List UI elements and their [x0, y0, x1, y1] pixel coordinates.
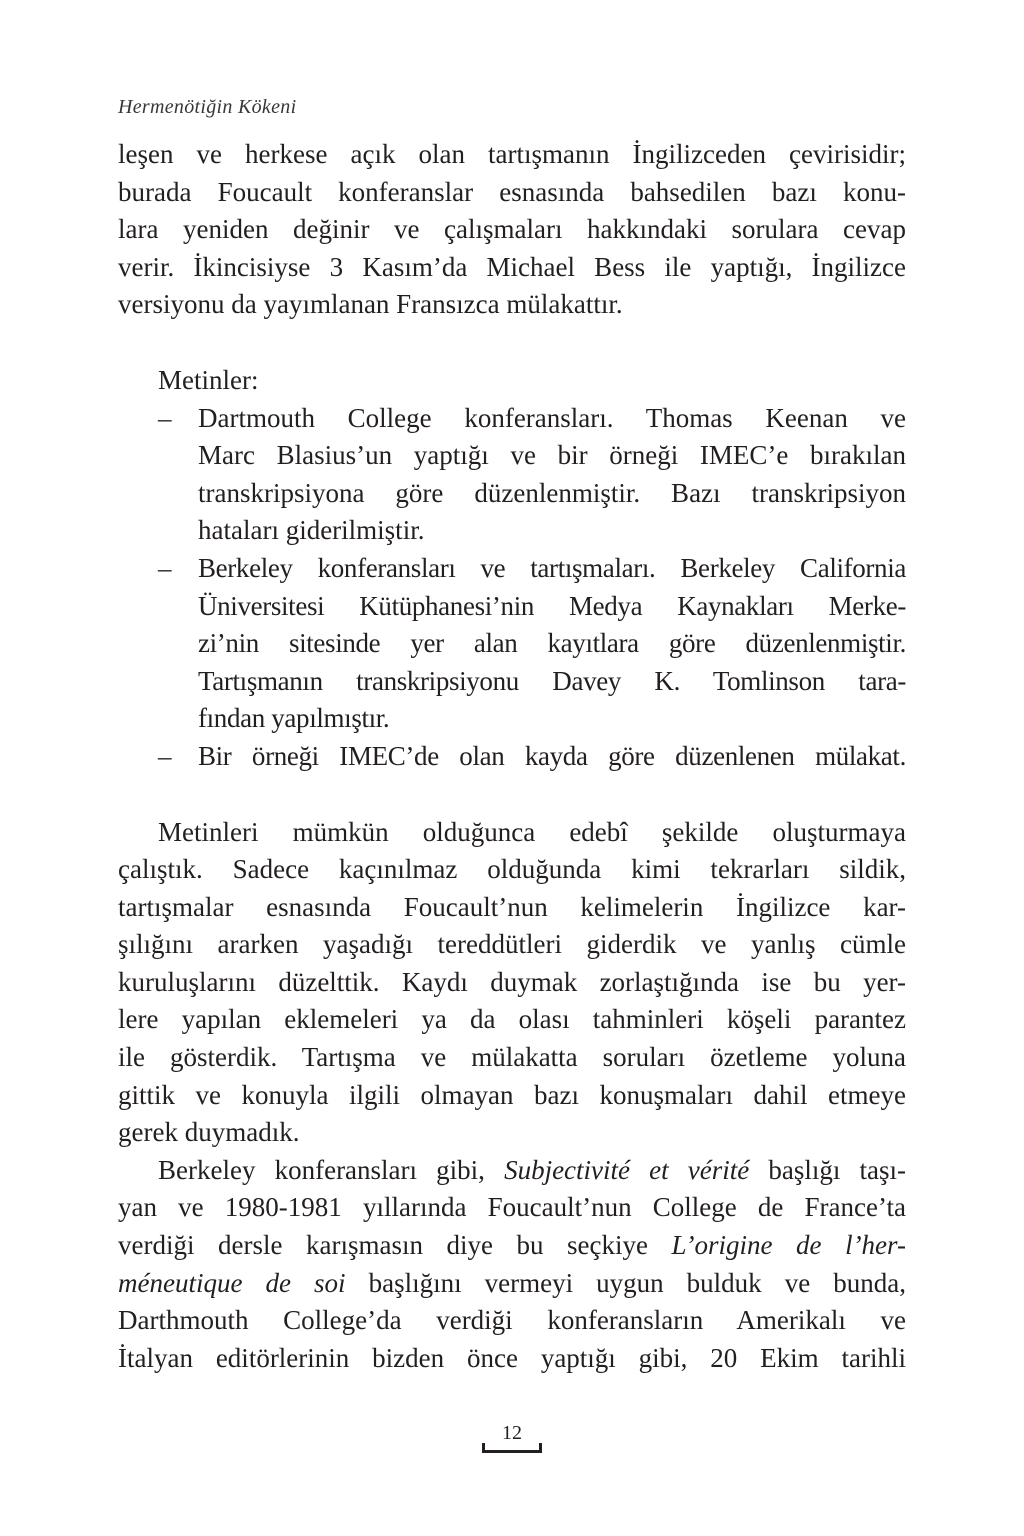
list-line: transkripsiyona göre düzenlenmiştir. Bazı transkripsiyon [198, 477, 906, 508]
footer-ornament [539, 1443, 542, 1453]
footer-ornament [482, 1450, 542, 1453]
note-line: tartışmalar esnasında Foucault’nun kelimelerin İngilizce kar- [118, 891, 906, 922]
list-dash: – [158, 552, 172, 583]
note-line: ile gösterdik. Tartışma ve mülakatta soruları özetleme yoluna [118, 1042, 906, 1073]
page-number: 12 [502, 1422, 522, 1444]
sources-heading: Metinler: [158, 364, 259, 395]
list-dash: – [158, 740, 172, 771]
title-note-line: méneutique de soi başlığını vermeyi uygun bulduk ve bunda, [118, 1267, 906, 1298]
list-line: Dartmouth College konferansları. Thomas Keenan ve [198, 402, 906, 433]
running-header: Hermenötiğin Kökeni [118, 96, 297, 118]
editorial-note-paragraph [118, 814, 906, 1152]
title-note-line: verdiği dersle karışmasın diye bu seçkiye L’origine de l’her- [118, 1230, 906, 1261]
list-line: Üniversitesi Kütüphanesi’nin Medya Kaynakları Merke- [198, 590, 906, 621]
title-note-line: yan ve 1980-1981 yıllarında Foucault’nun College de France’ta [118, 1192, 906, 1223]
list-line: Bir örneği IMEC’de olan kayda göre düzenlenen mülakat. [198, 740, 906, 771]
italic-title: méneutique de soi [118, 1267, 346, 1298]
note-line: şılığını ararken yaşadığı tereddütleri giderdik ve yanlış cümle [118, 929, 906, 960]
note-line: lere yapılan eklemeleri ya da olası tahminleri köşeli parantez [118, 1004, 906, 1035]
list-line: Tartışmanın transkripsiyonu Davey K. Tomlinson tara- [198, 665, 906, 696]
list-item-dartmouth [118, 400, 906, 550]
intro-line: versiyonu da yayımlanan Fransızca mülakattır. [118, 289, 623, 320]
title-note-paragraph [118, 1152, 906, 1378]
list-line: Marc Blasius’un yaptığı ve bir örneği IMEC’e bırakılan [198, 440, 906, 471]
intro-line: lara yeniden değinir ve çalışmaları hakkındaki sorulara cevap [118, 214, 906, 245]
intro-paragraph [118, 136, 906, 324]
intro-line: leşen ve herkese açık olan tartışmanın İngilizceden çevirisidir; [118, 139, 906, 169]
list-line: hataları giderilmiştir. [198, 515, 425, 546]
note-line: çalıştık. Sadece kaçınılmaz olduğunda kimi tekrarları sildik, [118, 854, 906, 885]
title-note-line: Berkeley konferansları gibi, Subjectivité et vérité başlığı taşı- [158, 1154, 906, 1185]
sources-list [118, 362, 906, 776]
intro-line: verir. İkincisiyse 3 Kasım’da Michael Bess ile yaptığı, İngilizce [118, 251, 906, 282]
intro-line: burada Foucault konferanslar esnasında bahsedilen bazı konu- [118, 176, 906, 207]
list-line: zi’nin sitesinde yer alan kayıtlara göre düzenlenmiştir. [198, 628, 906, 659]
page-footer [480, 1422, 544, 1462]
list-item-interview [118, 738, 906, 776]
page-body [118, 136, 906, 1377]
list-item-berkeley [118, 550, 906, 738]
italic-title: L’origine de l’her- [671, 1230, 906, 1261]
italic-title: Subjectivité et vérité [504, 1154, 750, 1185]
list-dash: – [158, 402, 172, 433]
list-line: Berkeley konferansları ve tartışmaları. Berkeley California [198, 552, 906, 583]
note-line: gerek duymadık. [118, 1117, 300, 1148]
title-note-line: İtalyan editörlerinin bizden önce yaptığı gibi, 20 Ekim tarihli [118, 1342, 906, 1373]
list-line: fından yapılmıştır. [198, 703, 390, 734]
note-line: kuruluşlarını düzelttik. Kaydı duymak zorlaştığında ise bu yer- [118, 966, 906, 997]
note-line: Metinleri mümkün olduğunca edebî şekilde oluşturmaya [158, 816, 906, 847]
title-note-line: Darthmouth College’da verdiği konferansların Amerikalı ve [118, 1305, 906, 1336]
note-line: gittik ve konuyla ilgili olmayan bazı konuşmaları dahil etmeye [118, 1079, 906, 1110]
